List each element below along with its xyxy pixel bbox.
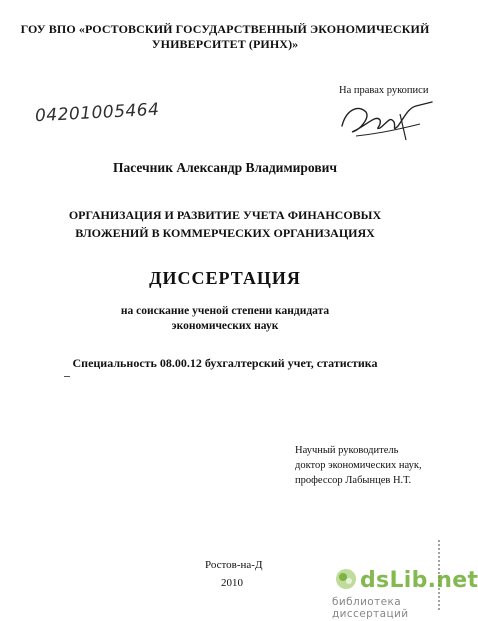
degree-statement (0, 304, 450, 334)
degree-line-2: экономических наук (171, 320, 279, 332)
author-name: Пасечник Александр Владимирович (112, 160, 338, 175)
year: 2010 (221, 577, 243, 589)
advisor-line-3: профессор Лабынцев Н.Т. (295, 475, 412, 486)
advisor-block (295, 443, 422, 488)
title-line-1: ОРГАНИЗАЦИЯ И РАЗВИТИЕ УЧЕТА ФИНАНСОВЫХ (68, 208, 382, 222)
advisor-line-2: доктор экономических наук, (295, 460, 422, 471)
institution-header (0, 22, 450, 52)
advisor-line-1: Научный руководитель (295, 445, 399, 456)
title-line-2: ВЛОЖЕНИЙ В КОММЕРЧЕСКИХ ОРГАНИЗАЦИЯХ (75, 226, 375, 240)
watermark-name: dsLib.net (360, 568, 478, 593)
specialty: Специальность 08.00.12 бухгалтерский учет, статистика (72, 356, 378, 370)
institution-line-2: УНИВЕРСИТЕТ (РИНХ)» (151, 37, 299, 51)
watermark-tagline: библиотека диссертаций (332, 596, 409, 620)
dslib-logo-icon (334, 567, 358, 591)
rights-note: На правах рукописи (339, 85, 429, 96)
archive-number-stamp: 04201005464 (34, 99, 160, 127)
degree-line-1: на соискание ученой степени кандидата (120, 305, 330, 317)
dissertation-title (0, 206, 450, 242)
city: Ростов-на-Д (205, 559, 263, 571)
handwritten-signature (336, 96, 436, 146)
institution-line-1: ГОУ ВПО «РОСТОВСКИЙ ГОСУДАРСТВЕННЫЙ ЭКОНОМИЧЕСКИЙ (20, 22, 430, 36)
scan-mark (64, 376, 70, 377)
document-type: ДИССЕРТАЦИЯ (149, 268, 301, 288)
